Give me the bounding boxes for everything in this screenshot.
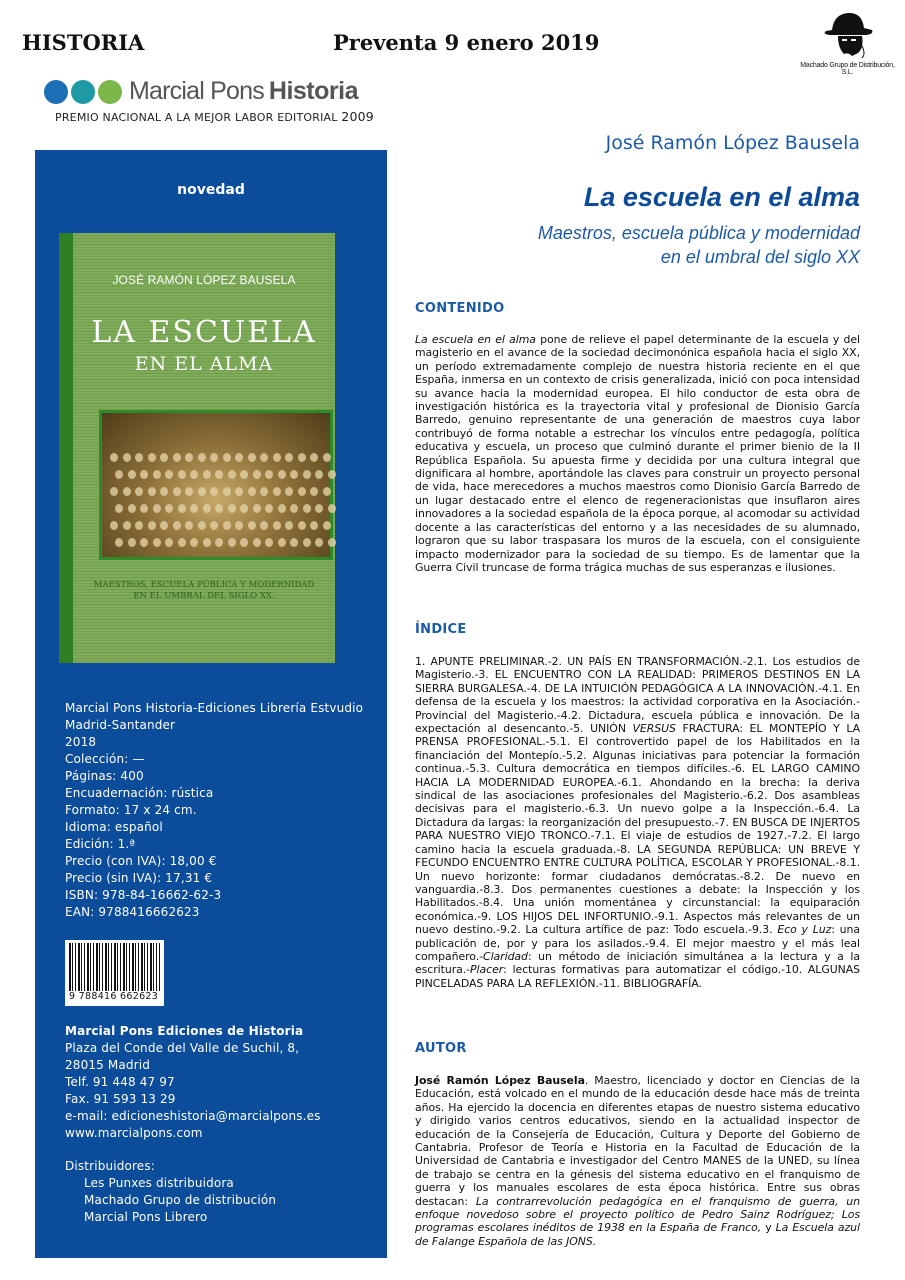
photo-figure	[173, 487, 181, 496]
photo-figure	[123, 453, 131, 462]
contenido-text	[415, 333, 860, 574]
contenido-italic-title: La escuela en el alma	[415, 333, 536, 346]
photo-figure	[160, 487, 168, 496]
photo-figure	[190, 538, 198, 547]
photo-figure	[153, 504, 161, 513]
photo-figure	[185, 453, 193, 462]
detail-city: Madrid-Santander	[65, 718, 176, 732]
photo-figure	[165, 538, 173, 547]
photo-figure	[128, 470, 136, 479]
photo-figure	[298, 487, 306, 496]
detail-language: Idioma: español	[65, 820, 163, 834]
autor-heading: AUTOR	[415, 1041, 467, 1056]
photo-figure	[278, 470, 286, 479]
photo-figure	[328, 538, 336, 547]
photo-figure	[173, 521, 181, 530]
photo-figure	[215, 504, 223, 513]
book-info-panel	[35, 150, 387, 1258]
detail-year: 2018	[65, 735, 97, 749]
photo-figure	[160, 521, 168, 530]
cover-title-line2: EN EL ALMA	[134, 353, 274, 375]
photo-figure	[278, 538, 286, 547]
cover-subtitle	[73, 580, 335, 602]
photo-figure	[323, 453, 331, 462]
photo-figure	[235, 487, 243, 496]
book-subtitle	[415, 221, 860, 269]
photo-figure	[148, 453, 156, 462]
photo-figure	[198, 453, 206, 462]
photo-figure	[298, 453, 306, 462]
logo-circle-teal-icon	[71, 80, 95, 104]
address-phone: Telf. 91 448 47 97	[65, 1075, 175, 1089]
cover-photo	[99, 410, 333, 560]
award-year: 2009	[341, 109, 374, 124]
photo-figure	[235, 453, 243, 462]
photo-figure	[285, 521, 293, 530]
indice-italic: VERSUS	[632, 722, 676, 736]
photo-figure	[323, 521, 331, 530]
distributor-item: Les Punxes distribuidora	[84, 1176, 234, 1190]
detail-pages: Páginas: 400	[65, 769, 144, 783]
photo-figure	[178, 470, 186, 479]
address-website[interactable]: www.marcialpons.com	[65, 1126, 203, 1140]
photo-figure	[248, 487, 256, 496]
detail-edition: Edición: 1.ª	[65, 837, 136, 851]
award-text: PREMIO NACIONAL A LA MEJOR LABOR EDITORIAL	[55, 111, 338, 124]
autor-segment: y	[761, 1221, 776, 1235]
photo-figure	[228, 470, 236, 479]
indice-segment: 1. APUNTE PRELIMINAR.-2. UN PAÍS EN TRANSFORMACIÓN.-2.1. Los estudios de Magisterio.-3. EL ENCUENTRO CON LA REALIDAD: PRIMEROS DESTINOS EN LA SIERRA BURGALESA.-4. DE LA INTUICIÓN PEDAGÓGICA A LA INNOVACIÓN.-4.1. En defensa de la escuela y los maestros: la actividad corporativa en la Asociación.-Provincial del Magisterio.-4.2. Dictadura, escuela pública e innovación. De la expectación al desencanto.-5. UNIÓN	[415, 655, 860, 736]
photo-figure	[153, 538, 161, 547]
photo-figure	[110, 521, 118, 530]
photo-figure	[315, 504, 323, 513]
book-details	[65, 700, 363, 921]
photo-figure	[323, 487, 331, 496]
cover-subtitle-line2: EN EL UMBRAL DEL SIGLO XX.	[133, 591, 275, 601]
contenido-heading: CONTENIDO	[415, 301, 505, 316]
photo-figure	[240, 504, 248, 513]
photo-figure	[273, 521, 281, 530]
detail-ean: EAN: 9788416662623	[65, 905, 200, 919]
book-subtitle-line1: Maestros, escuela pública y modernidad	[537, 223, 860, 243]
photo-figure	[135, 521, 143, 530]
distributor-logo	[800, 8, 895, 76]
photo-figure	[248, 453, 256, 462]
photo-figure	[185, 487, 193, 496]
photo-figure	[135, 487, 143, 496]
logo-circle-green-icon	[98, 80, 122, 104]
cover-author: JOSÉ RAMÓN LÓPEZ BAUSELA	[112, 273, 296, 287]
detail-format: Formato: 17 x 24 cm.	[65, 803, 197, 817]
photo-figure	[123, 487, 131, 496]
publisher-name: Marcial Pons Ediciones de Historia	[65, 1024, 304, 1038]
photo-figure	[260, 487, 268, 496]
autor-text	[415, 1074, 860, 1248]
photo-figure	[285, 453, 293, 462]
photo-figure	[273, 453, 281, 462]
publisher-logo	[44, 77, 358, 106]
photo-figure	[248, 521, 256, 530]
photo-figure	[223, 453, 231, 462]
photo-figure	[215, 538, 223, 547]
logo-text-bold: Historia	[268, 77, 358, 105]
detail-publisher: Marcial Pons Historia-Ediciones Librería Estvudio	[65, 701, 364, 715]
photo-figure	[290, 504, 298, 513]
photo-figure	[110, 487, 118, 496]
photo-figure	[203, 470, 211, 479]
distributor-item: Marcial Pons Librero	[84, 1210, 208, 1224]
photo-figure	[190, 504, 198, 513]
photo-figure	[198, 521, 206, 530]
photo-figure	[265, 504, 273, 513]
distributor-item: Machado Grupo de distribución	[84, 1193, 277, 1207]
hat-man-logo-icon	[818, 8, 878, 60]
photo-figure	[265, 470, 273, 479]
photo-figure	[253, 538, 261, 547]
photo-figure	[210, 453, 218, 462]
autor-works: La Escuela azul de Falange Española de las JONS.	[415, 1221, 860, 1248]
photo-figure	[328, 504, 336, 513]
detail-collection: Colección: —	[65, 752, 145, 766]
address-city: 28015 Madrid	[65, 1058, 150, 1072]
photo-figure	[253, 470, 261, 479]
indice-italic: Placer	[470, 963, 504, 977]
indice-text	[415, 655, 860, 990]
photo-figure	[110, 453, 118, 462]
photo-figure	[165, 504, 173, 513]
barcode-bars-icon	[69, 943, 160, 991]
photo-figure	[148, 487, 156, 496]
photo-figure	[165, 470, 173, 479]
photo-figure	[285, 487, 293, 496]
indice-italic: Claridad	[483, 949, 528, 963]
photo-figure	[240, 538, 248, 547]
indice-italic: Eco y Luz	[777, 923, 832, 937]
award-line	[55, 109, 374, 124]
photo-figure	[115, 470, 123, 479]
book-subtitle-line2: en el umbral del siglo XX	[660, 247, 860, 267]
photo-figure	[235, 521, 243, 530]
photo-figure	[260, 453, 268, 462]
barcode	[65, 940, 164, 1006]
distributors-label: Distribuidores:	[65, 1159, 155, 1173]
photo-figure	[215, 470, 223, 479]
logo-text: Marcial Pons	[129, 77, 264, 105]
photo-figure	[298, 521, 306, 530]
photo-figure	[173, 453, 181, 462]
photo-figure	[210, 521, 218, 530]
photo-figure	[303, 538, 311, 547]
photo-figure	[273, 487, 281, 496]
photo-figure	[128, 538, 136, 547]
detail-isbn: ISBN: 978-84-16662-62-3	[65, 888, 222, 902]
indice-heading: ÍNDICE	[415, 622, 467, 637]
photo-figure	[160, 453, 168, 462]
photo-figure	[228, 504, 236, 513]
photo-figure	[185, 521, 193, 530]
photo-figure	[140, 538, 148, 547]
barcode-number: 9 788416 662623	[69, 991, 159, 1002]
book-title: La escuela en el alma	[583, 182, 860, 212]
indice-segment: FRACTURA: EL MONTEPÍO Y LA PRENSA PROFESIONAL.-5.1. El controvertido papel de los Habilitados en la financiación del Montepío.-5.2. Algunas iniciativas para potenciar la formación continua.-5.3. Cultura democrática en tiempos difíciles.-6. EL LARGO CAMINO HACIA LA MODERNIDAD EUROPEA.-6.1. Ahondando en la brecha: la deriva sindical de las asociaciones profesionales del Magisterio.-6.2. Dos asambleas decisivas para el magisterio.-6.3. Un nuevo golpe a la Inspección.-6.4. La Dictadura da largas: la reorganización del presupuesto.-7. EN BUSCA DE INJERTOS PARA NUESTRO VIEJO TRONCO.-7.1. El viaje de estudios de 1927.-7.2. El largo camino hacia la escuela graduada.-8. LA SEGUNDA REPÚBLICA: UN BREVE Y FECUNDO ENCUENTRO ENTRE CULTURA POLÍTICA, ESCOLAR Y PROFESIONAL.-8.1. Un nuevo horizonte: formar ciudadanos demócratas.-8.2. De nuevo en vanguardia.-8.3. Dos permanentes cuestiones a debate: la Inspección y los Habilitados.-8.4. Una unión momentánea y circunstancial: la equiparación económica.-9. LOS HIJOS DEL INFORTUNIO.-9.1. Aspectos más relevantes de un nuevo destino.-9.2. La cultura artífice de paz: Todo escuela.-9.3.	[415, 722, 860, 937]
indice-segment: : una publicación de, por y para los asilados.-9.4. El mejor maestro y el más leal compañero.-	[415, 923, 860, 963]
detail-price-without-vat: Precio (sin IVA): 17,31 €	[65, 871, 213, 885]
autor-name: José Ramón López Bausela	[415, 1074, 585, 1087]
presale-date: Preventa 9 enero 2019	[333, 30, 600, 55]
book-author: José Ramón López Bausela	[605, 132, 860, 154]
detail-price-with-vat: Precio (con IVA): 18,00 €	[65, 854, 217, 868]
photo-figure	[190, 470, 198, 479]
photo-figure	[198, 487, 206, 496]
photo-figure	[278, 504, 286, 513]
autor-segment: . Maestro, licenciado y doctor en Ciencias de la Educación, está volcado en el mundo de la educación desde hace más de treinta años. Ha ejercido la docencia en diferentes etapas de nuestro sistema educativo y dirigido varios centros educativos, siendo en la actualidad inspector de educación de la Consejería de Educación, Cultura y Deporte del Gobierno de Cantabria. Profesor de Teoría e Historia en la Facultad de Educación de la Universidad de Cantabria e investigador del Centro MANES de la UNED, su línea de trabajo se centra en la génesis del sistema educativo en el franquismo de guerra y los manuales escolares de esta época histórica. Entre sus obras destacan:	[415, 1074, 860, 1208]
photo-figure	[310, 487, 318, 496]
indice-segment: : un método de iniciación simultánea a la lectura y a la escritura.-	[415, 949, 860, 977]
detail-binding: Encuadernación: rústica	[65, 786, 214, 800]
photo-figure	[228, 538, 236, 547]
photo-figure	[240, 470, 248, 479]
photo-figure	[290, 470, 298, 479]
photo-figure	[123, 521, 131, 530]
photo-figure	[148, 521, 156, 530]
distributor-caption: Machado Grupo de Distribución, S.L.	[800, 62, 895, 76]
photo-figure	[303, 504, 311, 513]
address-email[interactable]: e-mail: edicioneshistoria@marcialpons.es	[65, 1109, 321, 1123]
address-street: Plaza del Conde del Valle de Suchil, 8,	[65, 1041, 300, 1055]
photo-figure	[135, 453, 143, 462]
photo-figure	[140, 470, 148, 479]
photo-figure	[140, 504, 148, 513]
photo-figure	[303, 470, 311, 479]
photo-figure	[178, 538, 186, 547]
cover-subtitle-line1: MAESTROS, ESCUELA PÚBLICA Y MODERNIDAD	[93, 580, 315, 590]
photo-figure	[253, 504, 261, 513]
photo-figure	[265, 538, 273, 547]
photo-figure	[310, 521, 318, 530]
photo-figure	[310, 453, 318, 462]
indice-segment: : lecturas formativas para automatizar el código.-10. ALGUNAS PINCELADAS PARA LA REFLEXIÓN.-11. BIBLIOGRAFÍA.	[415, 963, 860, 990]
photo-figure	[153, 470, 161, 479]
cover-title-line1: LA ESCUELA	[91, 315, 317, 350]
logo-circle-blue-icon	[44, 80, 68, 104]
photo-figure	[203, 504, 211, 513]
contenido-body: pone de relieve el papel determinante de la escuela y del magisterio en el avance de la sociedad decimonónica española hacia el siglo XX, un período extremadamente complejo de nuestra historia reciente en el que España, inmersa en un contexto de crisis generalizada, inició con poca intensidad su avance hacia la modernidad europea. El hilo conductor de esta obra de investigación histórica es la trayectoria vital y profesional de Dionisio García Barredo, genuino representante de una generación de maestros cuya labor contribuyó de forma notable a estrechar los vínculos entre pedagogía, política educativa y escuela, un proceso que culminó durante el primer bienio de la II República Española. Su apuesta firme y decidida por una cultura integral que dignificara al hombre, aportándole las claves para construir un proyecto personal de vida, hace merecedores a muchos maestros como Dionisio García Barredo de un lugar destacado entre el elenco de regeneracionistas que insuflaron aires innovadores a la sociedad española de la época porque, al acomodar su actividad docente a las características del entorno y a las necesidades de su alumnado, lograron que su labor traspasara los muros de la escuela, con el consiguiente impacto modernizador para la sociedad de su tiempo. Es de lamentar que la Guerra Civil truncase de forma trágica muchas de sus esperanzas e ilusiones.	[415, 333, 860, 574]
photo-figure	[115, 538, 123, 547]
photo-figure	[223, 521, 231, 530]
photo-figure	[178, 504, 186, 513]
photo-figure	[328, 470, 336, 479]
photo-figure	[223, 487, 231, 496]
photo-figure	[210, 487, 218, 496]
distributors	[65, 1158, 276, 1226]
photo-figure	[290, 538, 298, 547]
novedad-label: novedad	[177, 182, 245, 198]
photo-figure	[315, 538, 323, 547]
photo-figure	[115, 504, 123, 513]
photo-figure	[128, 504, 136, 513]
photo-figure	[203, 538, 211, 547]
book-cover	[59, 233, 335, 663]
autor-works: La contrarrevolución pedagógica en el franquismo de guerra, un enfoque novedoso sobre el proyecto político de Pedro Sainz Rodríguez; Los programas escolares inéditos de 1938 en la España de Franco,	[415, 1194, 860, 1235]
photo-figure	[260, 521, 268, 530]
publisher-address	[65, 1023, 321, 1142]
category-label: HISTORIA	[22, 30, 145, 55]
photo-figure	[315, 470, 323, 479]
address-fax: Fax. 91 593 13 29	[65, 1092, 176, 1106]
